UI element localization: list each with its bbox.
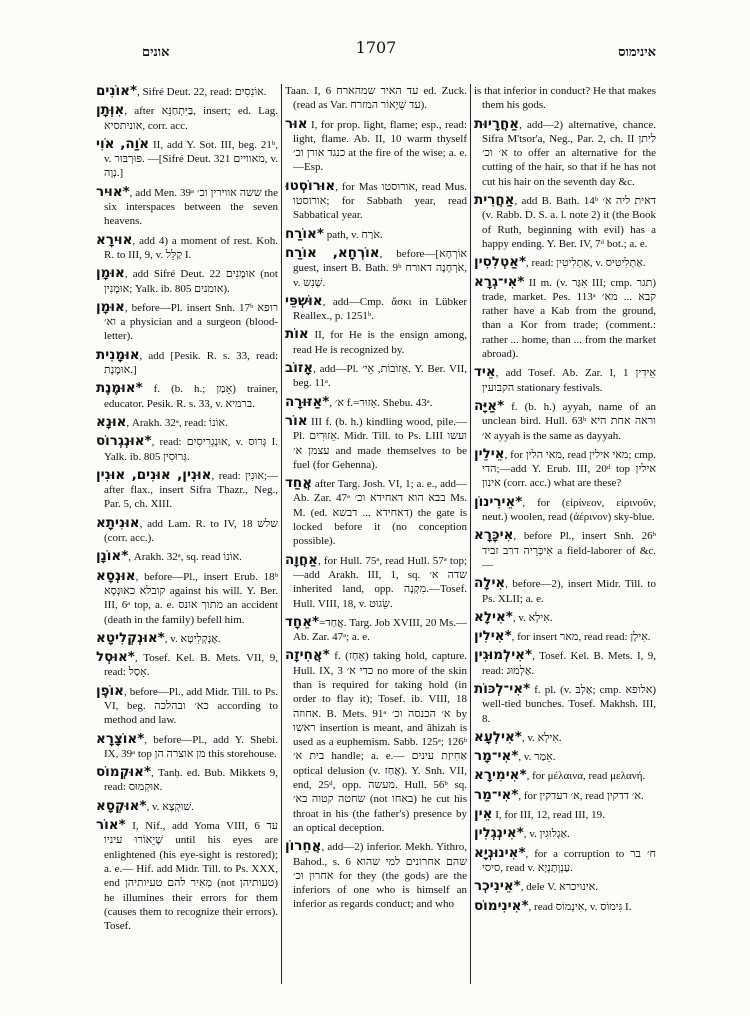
entry-definition: , add Sifré Deut. 22 אוּמָנִים (not אוּמָנִין; Yalk. ib. 805 אומנים). [104,268,278,295]
entry-definition: , for insert מאר, read read: אִילָן. [511,631,651,644]
entry-headword: *אוּמֶנֶת [96,380,143,397]
dictionary-entry [96,381,278,411]
dictionary-entry [474,610,656,625]
entry-headword: *אִי־מָר [474,748,519,765]
dictionary-entry [96,765,278,795]
entry-headword: *אִילִין [474,628,512,645]
dictionary-entry [474,826,656,841]
dictionary-entry [96,434,278,464]
entry-headword: *אוֹרַח [285,225,324,242]
dictionary-entry [96,549,278,564]
entry-definition: , v. אֶנְקְלִיטָא. [164,632,221,645]
dictionary-entry [474,117,656,189]
dictionary-entry [285,476,467,548]
entry-headword: *אוֹנִים [96,84,138,99]
dictionary-entry [285,117,467,175]
dictionary-entry [474,399,656,443]
dictionary-entry [96,631,278,646]
dictionary-entry [96,684,278,728]
entry-headword: *אַטְלִסִין [474,254,527,271]
dictionary-entry [96,233,278,263]
entry-headword: אִיכָּרָא [474,527,514,544]
entry-definition: , add—Cmp. ἄσκι in Lübker Reallex., p. 1251ᵇ. [293,295,467,323]
entry-definition: , dele V. אינויכרא. [520,881,599,894]
entry-definition: III f. (b. h.) kindling wood, pile.—Pl. אֵזוּרִים. Midr. Till. to Ps. LIII ועשו עצמן א׳ and made themselves to be fuel (for Gehenna). [293,415,467,471]
entry-definition: , before—Pl., add Y. Shebi. IX, 39ᵃ top מן אוצרה הן this storehouse. [104,733,278,760]
dictionary-entry [96,415,278,430]
entry-definition: , Arakh. 32ᵃ, sq. read אוֹנוֹ. [128,551,242,564]
dictionary-entry [474,648,656,678]
dictionary-entry [285,395,467,410]
entry-headword: אֵיד [474,364,496,381]
dictionary-entry [474,788,656,803]
entry-headword: *אוּנְקְלִיטָא [96,629,165,646]
dictionary-entry [474,528,656,572]
entry-headword: אוּמָן [96,265,125,282]
dictionary-entry [474,768,656,783]
entry-headword: *אֵינִיכְר [474,878,521,895]
entry-definition: , v. אִילְא. [521,731,562,744]
entry-headword: *אוֹנָן [96,548,129,565]
entry-headword: *אִילְמוּגִין [474,647,533,664]
entry-headword: אֲחֵרוֹן [285,838,322,855]
column-left [96,84,278,994]
entry-headword: *אוּנְגְרוֹס [96,433,152,450]
entry-definition: =אֲחַד. Targ. Job XVIII, 20 Ms.—Ab. Zar. 47ᵃ; a. e. [293,616,467,644]
dictionary-entry [96,516,278,546]
entry-definition: II, add Y. Sot. III, beg. 21ᵇ, v. פּוּרְבּוּר. —[Sifré Deut. 321 מאוויים, v. נְוָה.] [104,138,278,180]
entry-headword: אוּר [285,115,308,132]
dictionary-entry [96,348,278,378]
entry-definition: , Arakh. 32ᵃ, read: אוֹנוֹ. [126,416,228,429]
entry-definition: , for מאי הלין, read מאי אילין; cmp. הדי;—add Y. Erub. III, 20ᵈ top אילין אינון (corr. acc.) what are these? [482,448,656,490]
dictionary-entry [474,576,656,606]
entry-headword: *אִילְעָא [474,728,522,745]
entry-definition: , v. אַגְלוּגִין. [523,828,570,841]
entry-definition: , Tosef. Kel. B. Mets. VII, 9, read: אָסַל. [104,652,278,679]
entry-headword: *אִילָא [474,608,513,625]
dictionary-entry [285,648,467,835]
entry-headword: אֹוַה, אֹוִי [96,135,150,152]
entry-definition: , before—Pl., insert Erub. 18ᵇ קובלא כאוּנְסָא against his will. Y. Ber. III, 6ᵃ top, a. e. מתוך אונס an accident (death in the family) befell him. [104,570,278,626]
entry-definition: , add B. Bath. 14ᵇ דאית ליה א׳ (v. Rabb. D. S. a. l. note 2) it (the Book of Ruth, beginning with evil) has a happy ending. Y. Ber. IV, 7ᵈ bot.; a. e. [482,195,656,250]
dictionary-entry [96,137,278,181]
dictionary-entry [474,846,656,876]
entry-definition: , v. אֵמַר. [518,751,556,764]
dictionary-entry [96,84,278,99]
entry-definition: , Tosef. Kel. B. Mets. I, 9, read: אַלְמוּג. [482,650,656,677]
entry-definition: , read: אוּנִין;—after flax., insert Sifra Thazr., Neg., Par. 5, ch. XIII. [104,469,278,511]
dictionary-entry [285,553,467,611]
entry-headword: אִילָה [474,575,506,592]
dictionary-entry [285,615,467,645]
entry-headword: אוֹר [285,412,308,429]
dictionary-entry [96,799,278,814]
entry-headword: *אוּיר [96,183,130,200]
entry-definition: , before—Pl. insert Snh. 17ᵇ רופא וא׳ a physician and a surgeon (blood-letter). [104,301,278,343]
column-right [474,84,656,994]
entry-headword: אוּנִין, אוּנִים, אוּנִין [96,466,212,483]
entry-definition: , add—Pl. אֵזוֹבוֹת, אֵי׳. Y. Ber. VII, beg. 11ᵃ. [293,363,467,390]
dictionary-entry [96,300,278,344]
entry-definition: , add—2) inferior. Mekh. Yithro, Bahod., s. 6 שהם אחרונים למי שהוא אחרון וכ׳ for they (the gods) are the inferiors of one who is himself an inferior as regards conduct; and who [293,841,467,911]
dictionary-entry [96,818,278,933]
entry-headword: *אֵירִינוֹן [474,493,523,510]
dictionary-entry [474,730,656,745]
dictionary-entry [474,255,656,270]
entry-definition: , v. שׁוּקְצָא. [146,800,194,813]
entry-definition: , add Lam. R. to IV, 18 שלש (corr. acc.). [104,517,278,545]
dictionary-entry [96,650,278,680]
entry-definition: , for a corruption to ח׳ בר סיסי, read v. עַנְוְתָנְיָא. [482,847,656,874]
entry-definition: , before—[אוֹרְחָא guest, insert B. Bath. 9ᵇ אֹרְחָנָה דאורח, v. שְׁנִש. [293,247,467,289]
column-divider [470,84,471,984]
dictionary-entry [96,185,278,229]
entry-definition: , Sifré Deut. 22, read: אוֹנִסִים. [137,86,267,98]
dictionary-entry [96,732,278,762]
entry-headword: אָזוֹב [285,360,314,377]
entry-definition: f. pl. (v. אַלְבּ; cmp. אלופא) well-tied bunches. Tosef. Makhsh. III, 8. [482,683,656,725]
dictionary-entry [96,468,278,512]
dictionary-entry [474,749,656,764]
entry-headword: אַחֲרִית [474,192,515,209]
entry-definition: is that inferior in conduct? He that makes them his gods. [474,85,656,112]
entry-headword: *אוּקְסָא [96,797,147,814]
entry-headword: אוּמָן [96,298,125,315]
entry-definition: , before Pl., insert Snh. 26ᵇ אִיכְּרֵיה דרב זביד a field-laborer of &c.— [482,530,656,571]
entry-headword: *אוּסְל [96,649,135,666]
entry-headword: אֵין [474,806,493,823]
dictionary-entry [474,84,656,113]
dictionary-entry [474,899,656,914]
entry-headword: *אַזּוּרָה [285,393,330,410]
entry-headword: אֵילֵין [474,445,505,462]
entry-headword: אוּנִיתָא [96,514,140,531]
entry-definition: f. (אָחַז) taking hold, capture. Hull. IX, 3 כדי א׳ no more of the skin than is required for taking hold (in order to flay it); Tosef. ib. VIII, 18 אחוזה. B. Mets. 91ᵃ א׳ הכנסה וכ׳ by ראשו insertion is meant, and âhizah is used as a euphemism. Sabb. 125ᵃ; 126ᵇ בית א׳ handle; a. e.— אַחִיזַת עינים optical delusion (v. אֲחַז). Y. Snh. VII, end, 25ᵈ, opp. מעשה. Hull. 56ᵇ sq. שחטה קטוה בא׳ (not באחו) he cut his throat in his (the father's) presence by an optical deception. [293,650,467,834]
dictionary-entry [474,807,656,822]
dictionary-entry [474,879,656,894]
entry-headword: *אִי־מַר [474,786,519,803]
entry-definition: path, v. אֹרַח. [323,228,383,241]
entry-headword: אוּנָא [96,413,127,430]
entry-definition: f. (b. h.; אָמַן) trainer, educator. Pesik. R. s. 33, v. ברמיא. [104,383,278,410]
entry-headword: *אַיָּה [474,397,505,414]
dictionary-entry [285,227,467,242]
dictionary-entry [285,179,467,223]
page-number: 1707 [355,38,397,57]
dictionary-entry [474,682,656,726]
entry-headword: *אוּקְמוֹס [96,764,152,781]
entry-definition: Taan. I, 6 עד האיר שמהארח ed. Zuck. (read as Var. עד שֵׁיָאוֹר המזרח). [285,85,467,112]
entry-definition: , add 4) a moment of rest. Koh. R. to III, 9, v. קַלֵּל I. [104,234,278,261]
entry-definition: , add—2) alternative, chance. Sifra M'tsor'a, Neg., Par. 2, ch. II ליתן א׳ וכ׳ to offer an alternative for the cutting of the hair, so that if he has not cut his hair on the seventh day &c. [482,118,656,188]
entry-definition: I, for prop. light, flame; esp., read: light, flame. Ab. II, 10 warm thyself כנגד אורן וכ׳ at the fire of the wise; a. e.—Esp. [293,118,467,174]
entry-headword: אַחֲוָה [285,551,319,568]
entry-definition: , read: אַתְלִיטִין, v. אַתְלִיטִיס. [526,257,646,270]
dictionary-entry [474,495,656,525]
dictionary-entry [285,246,467,290]
dictionary-entry [96,266,278,296]
entry-headword: אוּמָנִית [96,346,140,363]
entry-headword: אַחֲרָיוּת [474,115,520,132]
entry-definition: , for Hull. 75ᵃ, read Hull. 57ᵃ top;—add Arakh. III, 1, sq. שדה א׳ inherited land, opp. מִקְנָה.—Tosef. Hull. VIII, 18, v. שֵׂגוּט. [293,554,467,610]
entry-headword: אוֹת [285,326,309,343]
entry-definition: , for (εἰρίνεον, εἰρινοῦν, neut.) woolen, read (ἀέρινον) sky-blue. [482,496,656,524]
dictionary-entry [285,84,467,113]
entry-headword: אוּשְׁפֵּי [285,292,323,309]
entry-headword: אוּנְסָא [96,567,136,584]
running-header [96,34,656,62]
dictionary-entry [474,365,656,395]
header-right-word: אינימוס [618,45,656,60]
entry-definition: , read: אוּנְגְרִיסִים, v. גְּרוּס I. Yalk. ib. 805 גְּרוּסִין. [104,436,278,463]
entry-definition: I, for III, 12, read III, 19. [492,809,605,822]
entry-headword: *אִימִירָא [474,767,527,784]
entry-definition: , Tanḥ. ed. Bub. Mikkets 9, read: אוּקְמוּס. [104,767,278,794]
entry-definition: , v. אִילְא. [512,611,553,624]
entry-definition: , for Mas אורוסטו, read Mus. אורוסטו; for Sabbath year, read Sabbatical year. [293,180,467,222]
entry-headword: *אוֹצָרָא [96,730,145,747]
entry-headword: אוֹפֶן [96,682,124,699]
entry-headword: אוֹרְחָא, אוֹרַח [285,244,380,261]
entry-headword: *אִינִימוֹס [474,897,529,914]
column-middle [285,84,467,994]
entry-headword: *אֲחִיזָה [285,647,330,664]
entry-headword: *אִי־גְרָא [474,273,525,290]
entry-definition: , read אִינְמוֹס, v. גִּימוֹס I. [528,900,632,913]
text-columns [96,84,656,994]
column-divider [281,84,282,984]
header-left-word: אונים [142,45,170,60]
dictionary-entry [96,103,278,133]
entry-headword: *אֵחָד [285,613,320,630]
entry-definition: , add [Pesik. R. s. 33, read: אוּמֶנֶת.] [104,349,278,377]
dictionary-entry [285,839,467,911]
dictionary-entry [285,327,467,357]
entry-headword: אֲחַד [285,475,313,492]
dictionary-entry [285,361,467,391]
entry-definition: II m. (v. אִגַּר III; cmp. תגר) trade, market. Pes. 113ᵃ קבא ... מא׳ rather have a Kab from the ground, than a Kor from trade; (comment.: rather ... home, than ... from the market abroad). [482,276,656,361]
entry-headword: *אִי־לְכּוֹת [474,680,531,697]
entry-definition: , after בַּיִּתְחַנֵּא, insert; ed. Lag. אוניתסיא, corr. acc. [104,105,278,132]
dictionary-entry [474,193,656,251]
dictionary-entry [474,629,656,644]
entry-definition: f. (b. h.) ayyah, name of an unclean bird. Hull. 63ᵇ וראה אחת היא א׳ ayyah is the same as dayyah. [482,400,656,442]
entry-definition: , for μέλαινα, read μελανή. [526,770,646,783]
entry-definition: , add Tosef. Ab. Zar. I, 1 אֵידִין הקבועין stationary festivals. [482,367,656,394]
entry-headword: *אִינוּנְיָא [474,844,526,861]
entry-definition: , for א׳ דעדקין, read א׳ דדקין. [518,789,644,802]
dictionary-entry [474,447,656,491]
entry-definition: after Targ. Josh. VI, 1; a. e., add—Ab. Zar. 47ᵃ בבא הוא דאחידא וכ׳ Ms. M. (ed. דאחידא ... דבשא) the gate is locked before it (no conception possible). [293,478,467,548]
dictionary-entry [474,275,656,362]
entry-definition: , א׳ f.=אֵזוּר. Shebu. 43ᵃ. [329,396,433,409]
entry-headword: אוּירָא [96,231,133,248]
entry-headword: אִוְּתָן [96,102,125,119]
entry-headword: *אִינְגְלִין [474,825,524,842]
entry-definition: , before—Pl., add Midr. Till. to Ps. VI, beg. כא׳ ובהלכה according to method and law. [104,685,278,727]
entry-headword: *אוֹר [96,817,126,834]
entry-definition: II, for He is the ensign among, read He is recognized by. [293,329,467,356]
entry-definition: I, Nif., add Yoma VIII, 6 עד שֶׁיֵאוֹרוּ עיניו until his eyes are enlightened (his eye-sight is restored); a. e.— Hif. add Midr. Till. to Ps. XXX, end מְאִיר להם טעיותיהן (not טעותיהן) he illumines their errors for them (causes them to recognize their errors). Tosef. [104,820,278,933]
entry-definition: , before—2), insert Midr. Till. to Ps. XLII; a. e. [482,578,656,605]
entry-headword: אוּרוֹסְטוּ [285,177,336,194]
entry-definition: , add Men. 39ᵃ ששה אווירין וכ׳ the six interspaces between the seven heavens. [104,186,278,228]
dictionary-entry [96,569,278,627]
dictionary-entry [285,414,467,472]
dictionary-entry [285,294,467,324]
